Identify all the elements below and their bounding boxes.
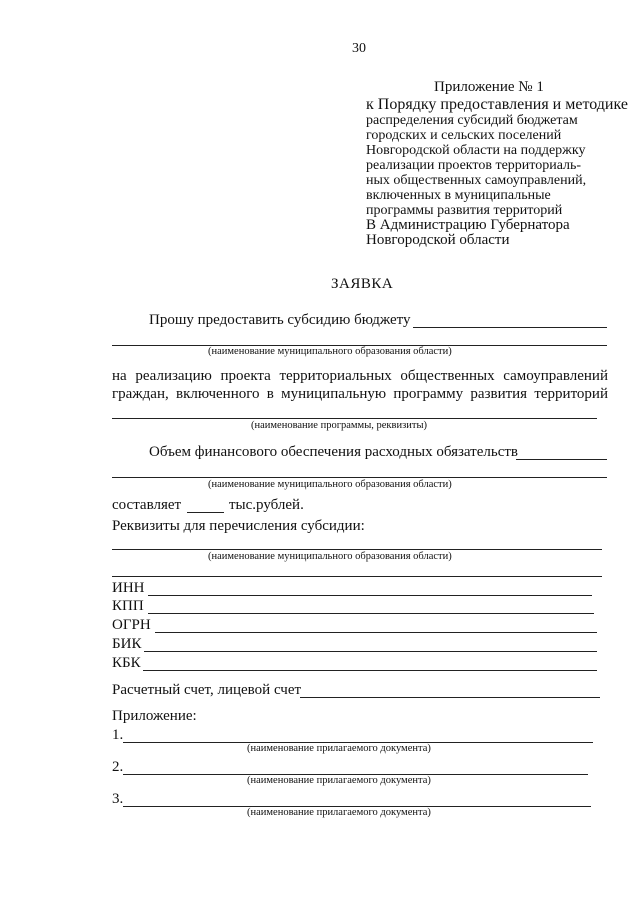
addressee-line: Новгородской области [366, 232, 510, 248]
field-label-inn: ИНН [112, 580, 145, 596]
requisites-municipality-field[interactable] [112, 549, 602, 550]
budget-recipient-field[interactable] [413, 327, 607, 328]
amount-field[interactable] [187, 512, 224, 513]
appendix-line: к Порядку предоставления и методике [366, 96, 628, 113]
appendix-line: реализации проектов территориаль- [366, 158, 582, 173]
account-label: Расчетный счет, лицевой счет [112, 682, 302, 698]
account-field[interactable] [300, 697, 600, 698]
appendix-line: Новгородской области на поддержку [366, 143, 586, 158]
amount-suffix: тыс.рублей. [229, 497, 304, 513]
bik-field[interactable] [144, 651, 597, 652]
field-label-bik: БИК [112, 636, 142, 652]
requisites-extra-field[interactable] [112, 576, 602, 577]
hint-document: (наименование прилагаемого документа) [247, 743, 431, 754]
field-label-ogrn: ОГРН [112, 617, 151, 633]
volume-text: Объем финансового обеспечения расходных обязательств [149, 444, 519, 460]
project-line-2: граждан, включенного в муниципальную программу развития территорий [112, 386, 608, 402]
hint-municipality: (наименование муниципального образования области) [208, 479, 452, 490]
attachment-number: 3. [112, 791, 124, 807]
request-text: Прошу предоставить субсидию бюджету [149, 312, 411, 328]
form-title: ЗАЯВКА [331, 276, 394, 292]
attachment-number: 1. [112, 727, 124, 743]
kpp-field[interactable] [148, 613, 594, 614]
page-number: 30 [352, 41, 366, 56]
appendix-line: программы развития территорий [366, 203, 563, 218]
inn-field[interactable] [148, 595, 592, 596]
kbk-field[interactable] [143, 670, 597, 671]
appendix-line: включенных в муниципальные [366, 188, 551, 203]
requisites-title: Реквизиты для перечисления субсидии: [112, 518, 365, 534]
field-label-kbk: КБК [112, 655, 141, 671]
attachment-title: Приложение: [112, 708, 197, 724]
amount-prefix: составляет [112, 497, 182, 513]
volume-municipality-field[interactable] [112, 477, 607, 478]
hint-document: (наименование прилагаемого документа) [247, 775, 431, 786]
volume-field[interactable] [516, 459, 607, 460]
ogrn-field[interactable] [155, 632, 597, 633]
field-label-kpp: КПП [112, 598, 144, 614]
appendix-line: городских и сельских поселений [366, 128, 562, 143]
hint-document: (наименование прилагаемого документа) [247, 807, 431, 818]
hint-municipality: (наименование муниципального образования области) [208, 346, 452, 357]
hint-program: (наименование программы, реквизиты) [251, 420, 427, 431]
addressee-line: В Администрацию Губернатора [366, 217, 570, 233]
project-line-1: на реализацию проекта территориальных общественных самоуправлений [112, 368, 608, 384]
program-field[interactable] [112, 418, 597, 419]
appendix-line: распределения субсидий бюджетам [366, 113, 578, 128]
attachment-number: 2. [112, 759, 124, 775]
appendix-title: Приложение № 1 [434, 79, 544, 95]
hint-municipality: (наименование муниципального образования области) [208, 551, 452, 562]
appendix-line: ных общественных самоуправлений, [366, 173, 587, 188]
